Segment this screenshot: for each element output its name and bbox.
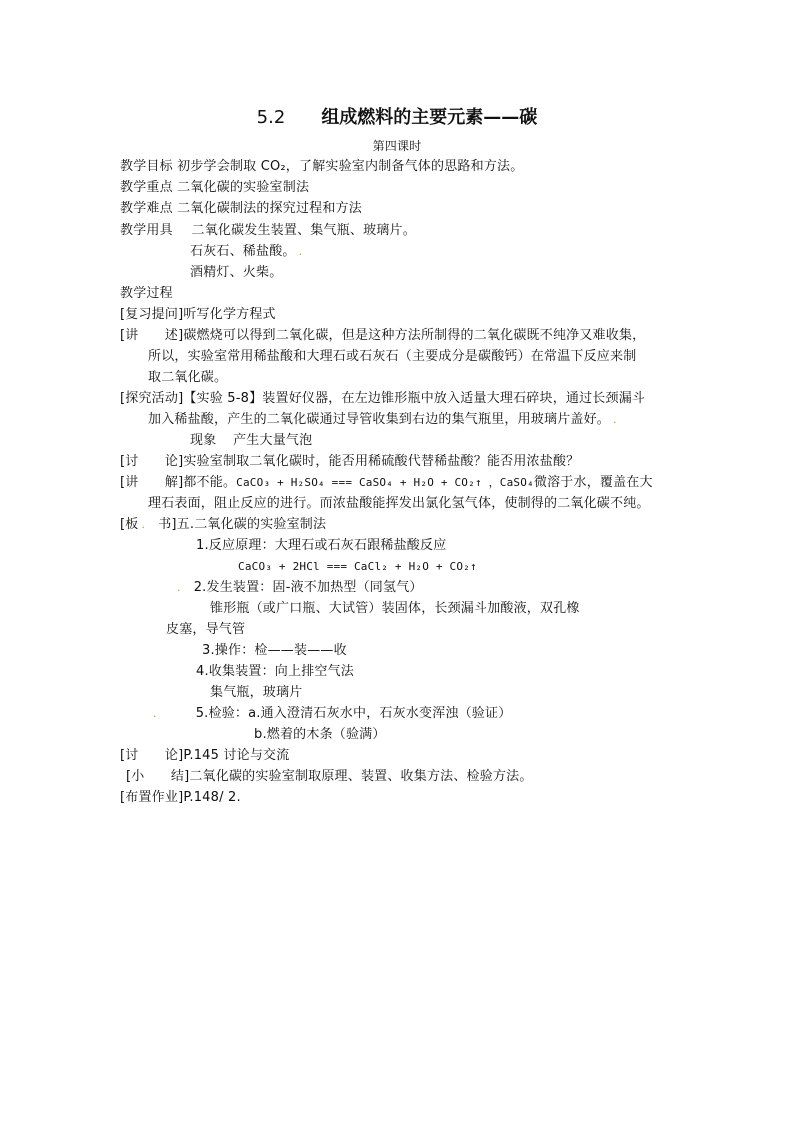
- line-tools-2: 石灰石、稀盐酸。 .: [190, 242, 305, 262]
- narration-label: [讲 述]: [120, 328, 184, 343]
- equation-hcl: CaCO₃ + 2HCl === CaCl₂ + H₂O + CO₂↑: [238, 560, 477, 573]
- tools-text: 二氧化碳发生装置、集气瓶、玻璃片。: [191, 223, 416, 238]
- line-process-heading: 教学过程: [120, 286, 173, 301]
- line-key-point: [120, 178, 309, 198]
- discussion-text: 实验室制取二氧化碳时，能否用稀硫酸代替稀盐酸？能否用浓盐酸？: [183, 454, 580, 469]
- line-collection: 4.收集装置：向上排空气法: [196, 664, 355, 679]
- objectives-label: 教学目标: [120, 159, 173, 174]
- line-narration-3: 取二氧化碳。: [148, 370, 228, 385]
- line-tools-3: 酒精灯、火柴。: [190, 265, 283, 280]
- line-narration: [120, 326, 645, 346]
- line-objectives: [120, 157, 523, 177]
- inquiry-label: [探究活动]: [120, 391, 184, 406]
- discussion-label: [讨 论]: [120, 454, 184, 469]
- line-discussion-2: [讨 论]P.145 讨论与交流: [120, 748, 290, 763]
- line-apparatus-2: 锥形瓶（或广口瓶、大试管）装固体，长颈漏斗加酸液，双孔橡: [210, 601, 580, 616]
- equation-sulfuric: CaCO₃ + H₂SO₄ === CaSO₄ + H₂O + CO₂↑ ，CaSO₄: [236, 476, 534, 489]
- explanation-label: [讲 解]: [120, 475, 184, 490]
- key-point-text: 二氧化碳的实验室制法: [177, 180, 310, 195]
- bullet-dot: .: [141, 518, 146, 531]
- line-collection-2: 集气瓶，玻璃片: [210, 685, 303, 700]
- line-principle: 1.反应原理：大理石或石灰石跟稀盐酸反应: [196, 538, 447, 553]
- line-explanation: [讲 解]都不能。CaCO₃ + H₂SO₄ === CaSO₄ + H₂O + CO₂↑ ，CaSO₄微溶于水，覆盖在大: [120, 475, 653, 490]
- inquiry-text: 【实验 5-8】装置好仪器，在左边锥形瓶中放入适量大理石碎块，通过长颈漏斗: [183, 391, 646, 406]
- phenomenon-label: 现象: [190, 433, 217, 448]
- page-title: [0, 104, 794, 132]
- line-test-2: b.燃着的木条（验满）: [254, 727, 386, 742]
- bullet-dot: .: [177, 581, 181, 594]
- tools-label: 教学用具: [120, 223, 173, 238]
- subtitle: 第四课时: [372, 139, 422, 153]
- discussion-2-label: [讨 论]: [120, 748, 184, 763]
- line-discussion: [120, 452, 579, 472]
- line-review: [复习提问]听写化学方程式: [120, 307, 276, 322]
- bullet-dot: .: [298, 245, 303, 258]
- line-inquiry-2: 加入稀盐酸，产生的二氧化碳通过导管收集到右边的集气瓶里，用玻璃片盖好。 .: [148, 410, 620, 430]
- line-apparatus: . 2.发生装置：固-液不加热型（同氢气）: [174, 578, 423, 598]
- difficulty-label: 教学难点: [120, 201, 173, 216]
- title-number: 5.2: [256, 107, 286, 128]
- board-label: [板: [120, 517, 139, 532]
- line-explanation-2: 理石表面，阻止反应的进行。而浓盐酸能挥发出氯化氢气体，使制得的二氧化碳不纯。: [148, 496, 650, 511]
- phenomenon-text: 产生大量气泡: [233, 433, 313, 448]
- line-homework: [布置作业]P.148/ 2.: [120, 790, 241, 805]
- line-test: . 5.检验：a.通入澄清石灰水中，石灰水变浑浊（验证）: [150, 704, 511, 724]
- narration-text: 碳燃烧可以得到二氧化碳，但是这种方法所制得的二氧化碳既不纯净又难收集，: [183, 328, 646, 343]
- line-phenomenon: [190, 431, 312, 451]
- line-narration-2: 所以，实验室常用稀盐酸和大理石或石灰石（主要成分是碳酸钙）在常温下反应来制: [148, 349, 637, 364]
- line-operation: 3.操作：检——装——收: [202, 643, 347, 658]
- key-point-label: 教学重点: [120, 180, 173, 195]
- line-apparatus-3: 皮塞，导气管: [166, 622, 246, 637]
- line-tools: [120, 221, 416, 241]
- board-text: 五.二氧化碳的实验室制法: [176, 517, 327, 532]
- summary-label: [小 结]: [126, 769, 190, 784]
- title-text: 组成燃料的主要元素——碳: [321, 107, 538, 128]
- line-inquiry: [120, 389, 645, 409]
- line-summary: [小 结]二氧化碳的实验室制取原理、装置、收集方法、检验方法。: [126, 769, 533, 784]
- bullet-dot: .: [613, 413, 617, 426]
- bullet-dot: .: [153, 707, 157, 720]
- line-difficulty: [120, 199, 362, 219]
- difficulty-text: 二氧化碳制法的探究过程和方法: [177, 201, 362, 216]
- objectives-text: 初步学会制取 CO₂，了解实验室内制备气体的思路和方法。: [177, 159, 524, 174]
- line-board: [板 . 书]五.二氧化碳的实验室制法: [120, 515, 326, 535]
